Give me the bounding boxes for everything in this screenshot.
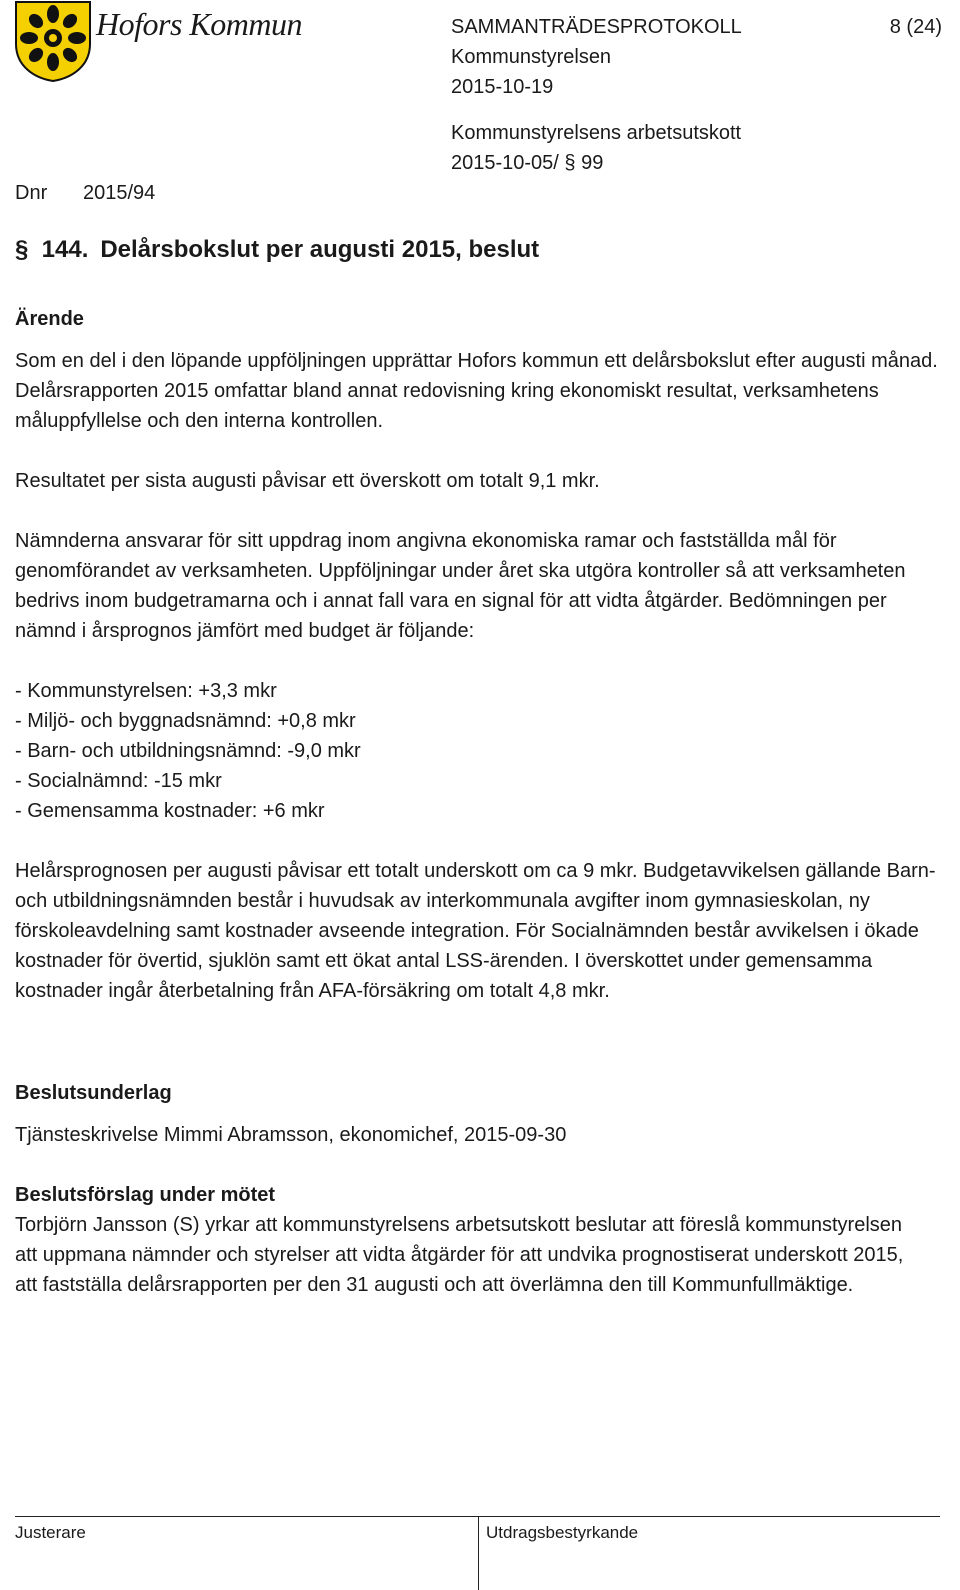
list-item: - Gemensamma kostnader: +6 mkr bbox=[15, 800, 325, 822]
meeting-body: Kommunstyrelsen bbox=[451, 46, 612, 68]
proposal-line: att fastställa delårsrapporten per den 31 augusti och att överlämna den till Kommunfullmäktige. bbox=[15, 1274, 854, 1296]
dnr-label: Dnr bbox=[15, 182, 48, 204]
arende-heading: Ärende bbox=[15, 308, 84, 330]
footer-column-divider bbox=[478, 1516, 479, 1590]
protocol-title: SAMMANTRÄDESPROTOKOLL bbox=[451, 16, 742, 38]
arende-paragraph-3 bbox=[15, 526, 940, 646]
arende-paragraph-2 bbox=[15, 466, 940, 496]
list-item: - Socialnämnd: -15 mkr bbox=[15, 770, 222, 792]
coat-of-arms-logo bbox=[14, 0, 92, 82]
section-mark: § bbox=[15, 236, 29, 263]
list-item: - Barn- och utbildningsnämnd: -9,0 mkr bbox=[15, 740, 361, 762]
previous-reference: 2015-10-05/ § 99 bbox=[451, 152, 604, 174]
justerare-label: Justerare bbox=[15, 1523, 86, 1542]
beslutsunderlag-heading: Beslutsunderlag bbox=[15, 1082, 172, 1104]
list-item: - Miljö- och byggnadsnämnd: +0,8 mkr bbox=[15, 710, 356, 732]
arende-paragraph-4 bbox=[15, 856, 940, 1006]
meeting-date: 2015-10-19 bbox=[451, 76, 554, 98]
logo-wordmark: Hofors Kommun bbox=[96, 6, 302, 42]
section-title-text: Delårsbokslut per augusti 2015, beslut bbox=[100, 236, 540, 263]
paragraph-text: Nämnderna ansvarar för sitt uppdrag inom angivna ekonomiska ramar och fastställda mål för genomförandet av verksamheten. Uppföljningar under året ska utgöra kontroller så att verksamheten bedrivs inom budgetramarna och i annat fall vara en signal för att vidta åtgärder. Bedömningen per nämnd i årsprognos jämfört med budget är följande: bbox=[15, 530, 906, 642]
paragraph-text: Helårsprognosen per augusti påvisar ett totalt underskott om ca 9 mkr. Budgetavvikelsen gällande Barn- och utbildningsnämnden består i huvudsak av interkommunala avgifter inom gymnasieskolan, ny förskoleavdelning samt kostnader avseende integration. För Socialnämnden består avvikelsen i ökade kostnader för övertid, sjuklön samt ett ökat antal LSS-ärenden. I överskottet under gemensamma kostnader ingår återbetalning från AFA-försäkring om totalt 4,8 mkr. bbox=[15, 860, 936, 1002]
beslutsforslag-heading: Beslutsförslag under mötet bbox=[15, 1184, 276, 1206]
paragraph-text: Resultatet per sista augusti påvisar ett överskott om totalt 9,1 mkr. bbox=[15, 470, 600, 492]
utdragsbestyrkande-label: Utdragsbestyrkande bbox=[486, 1523, 639, 1542]
proposal-line: Torbjörn Jansson (S) yrkar att kommunstyrelsens arbetsutskott beslutar att föreslå kommunstyrelsen bbox=[15, 1214, 903, 1236]
arende-paragraph-1 bbox=[15, 346, 940, 436]
dnr-value: 2015/94 bbox=[83, 182, 156, 204]
beslutsunderlag-text: Tjänsteskrivelse Mimmi Abramsson, ekonomichef, 2015-09-30 bbox=[15, 1124, 567, 1146]
section-number: 144. bbox=[41, 236, 89, 263]
proposal-line: att uppmana nämnder och styrelser att vidta åtgärder för att undvika prognostiserat underskott 2015, bbox=[15, 1244, 904, 1266]
section-title bbox=[15, 234, 539, 266]
list-item: - Kommunstyrelsen: +3,3 mkr bbox=[15, 680, 277, 702]
previous-body: Kommunstyrelsens arbetsutskott bbox=[451, 122, 742, 144]
beslutsforslag-body bbox=[15, 1210, 940, 1300]
forecast-list bbox=[15, 676, 361, 826]
page-number: 8 (24) bbox=[889, 16, 942, 38]
paragraph-text: Som en del i den löpande uppföljningen upprättar Hofors kommun ett delårsbokslut efter augusti månad. Delårsrapporten 2015 omfattar bland annat redovisning kring ekonomiskt resultat, verksamhetens måluppfyllelse och den interna kontrollen. bbox=[15, 350, 938, 432]
